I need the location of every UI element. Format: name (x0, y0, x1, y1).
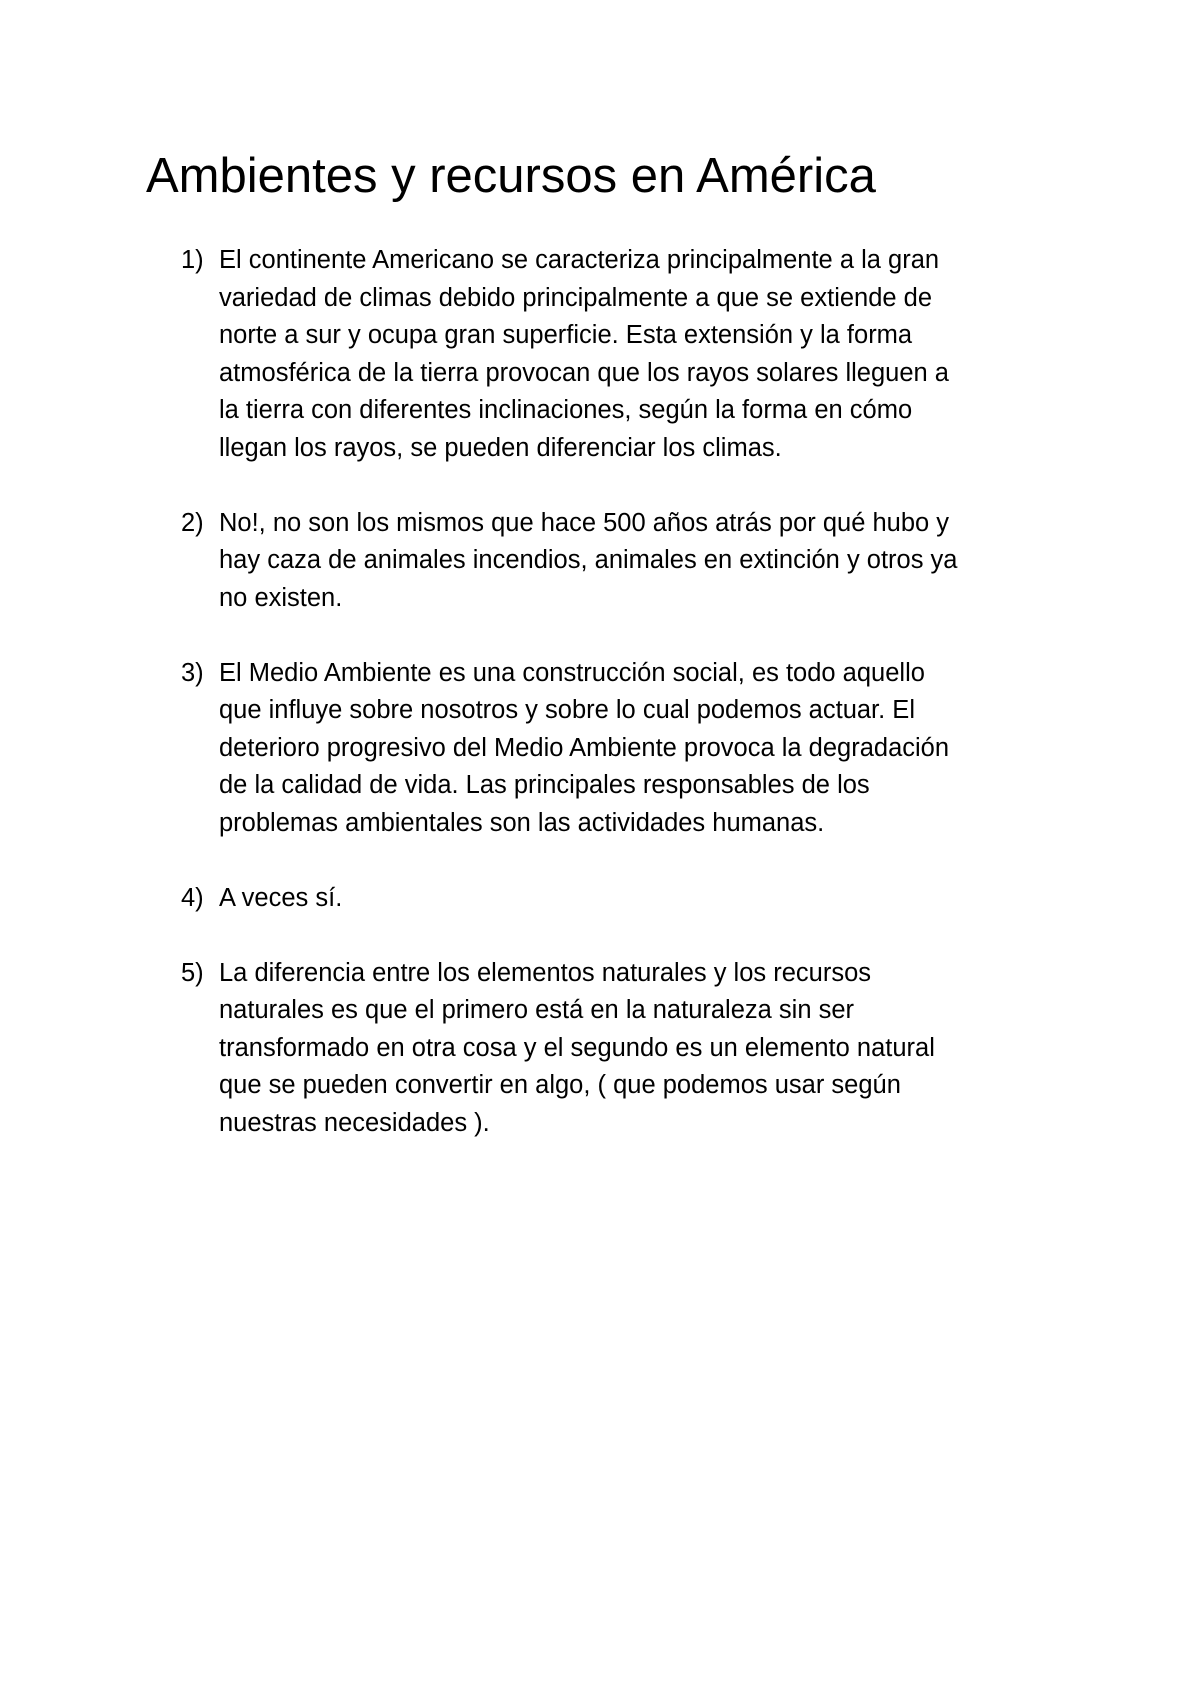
document-title: Ambientes y recursos en América (146, 149, 876, 203)
item-number: 5) (181, 958, 204, 987)
item-number: 1) (181, 246, 204, 274)
item-number: 3) (181, 658, 204, 687)
list-item (0, 505, 1200, 618)
answer-list (0, 242, 1200, 1180)
list-item (0, 955, 1200, 1143)
item-text: El continente Americano se caracteriza principalmente a la gran variedad de climas debido principalmente a que se extiende de norte a sur y ocupa gran superficie. Esta extensión y la forma atmosférica de la tierra provocan que los rayos solares lleguen a la tierra con diferentes inclinaciones, según la forma en cómo llegan los rayos, se pueden diferenciar los climas. (219, 246, 949, 462)
item-text: A veces sí. (219, 883, 343, 912)
item-number: 4) (181, 883, 204, 912)
list-item (0, 880, 1200, 918)
item-number: 2) (181, 508, 204, 537)
list-item (0, 242, 1200, 467)
item-text: El Medio Ambiente es una construcción social, es todo aquello que influye sobre nosotros y sobre lo cual podemos actuar. El deterioro progresivo del Medio Ambiente provoca la degradación de la calidad de vida. Las principales responsables de los problemas ambientales son las actividades humanas. (219, 658, 950, 837)
item-text: No!, no son los mismos que hace 500 años atrás por qué hubo y hay caza de animales incendios, animales en extinción y otros ya no existen. (219, 508, 958, 612)
item-text: La diferencia entre los elementos naturales y los recursos naturales es que el primero está en la naturaleza sin ser transformado en otra cosa y el segundo es un elemento natural que se pueden convertir en algo, ( que podemos usar según nuestras necesidades ). (219, 958, 935, 1137)
list-item (0, 655, 1200, 843)
